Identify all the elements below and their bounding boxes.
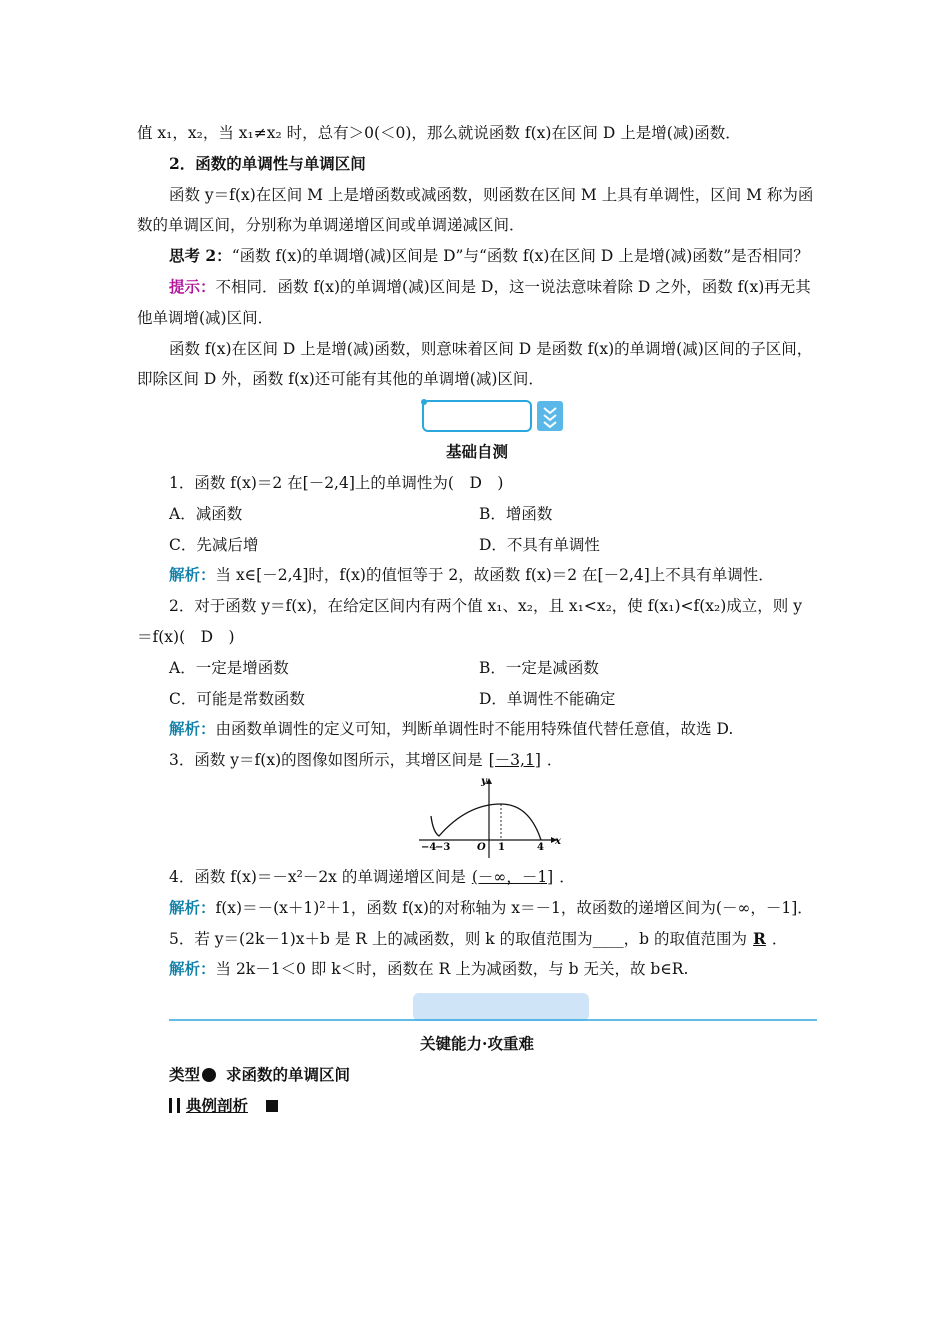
q5-stem-text: 5．若 y＝(2k－1)x＋b 是 R 上的减函数，则 k 的取值范围为 — [169, 929, 593, 948]
tick-neg3: −3 — [435, 841, 451, 853]
document-page — [137, 118, 817, 1122]
question-4-analysis — [137, 893, 817, 924]
graph-svg — [137, 776, 817, 862]
think-label: 思考 2： — [169, 246, 232, 266]
q4-answer: (－∞，－1] — [471, 867, 554, 886]
chapter-divider — [137, 985, 817, 1029]
paragraph-monotonic-def: 函数 y＝f(x)在区间 M 上是增函数或减函数，则函数在区间 M 上具有单调性，区间 M 称为函数的单调区间，分别称为单调递增区间或单调递减区间． — [137, 185, 814, 235]
question-5-analysis — [137, 954, 817, 985]
analysis-label: 解析： — [169, 719, 216, 739]
q1-option-b: B．增函数 — [479, 504, 553, 523]
chapter-title: 关键能力·攻重难 — [420, 1034, 534, 1054]
q2-option-a: A．一定是增函数 — [169, 658, 289, 677]
divider-tab — [413, 993, 589, 1021]
x-label: x — [555, 835, 561, 847]
hint-text: 不相同．函数 f(x)的单调增(减)区间是 D，这一说法意味着除 D 之外，函数 f(x)再无其他单调增(减)区间． — [137, 277, 811, 327]
section-title: 基础自测 — [445, 442, 508, 462]
type-number-icon — [202, 1068, 216, 1082]
question-1-options-cd — [137, 530, 817, 561]
square-icon — [266, 1100, 278, 1112]
q3-stem-end: ． — [546, 751, 563, 770]
q5-analysis-text: 当 2k－1＜0 即 k＜时，函数在 R 上为减函数，与 b 无关，故 b∈R. — [215, 960, 689, 979]
bar-icon — [177, 1098, 180, 1113]
section-banner — [137, 395, 817, 437]
question-1-options-ab — [137, 499, 817, 530]
q4-analysis-text: f(x)＝－(x＋1)²＋1，函数 f(x)的对称轴为 x＝－1，故函数的递增区间为(－∞，－1]． — [215, 898, 813, 917]
tick-1: 1 — [498, 841, 505, 853]
q3-stem-text: 3．函数 y＝f(x)的图像如图所示，其增区间是 — [169, 751, 483, 770]
bar-icon — [169, 1098, 172, 1113]
q5-blank: ____ — [592, 929, 624, 948]
origin-label: O — [477, 841, 486, 853]
question-2-options-ab — [137, 653, 817, 684]
q4-stem-end: ． — [559, 867, 575, 886]
question-1-stem: 1．函数 f(x)＝2 在[－2,4]上的单调性为( D ) — [169, 473, 504, 492]
question-1-analysis — [137, 560, 817, 591]
banner-dot — [421, 399, 427, 405]
hint-paragraph-2: 函数 f(x)在区间 D 上是增(减)函数，则意味着区间 D 是函数 f(x)的单调增(减)区间的子区间，即除区间 D 外，函数 f(x)还可能有其他的单调增(减)区间． — [137, 339, 813, 389]
function-graph — [137, 776, 817, 862]
definition-tail: 值 x₁，x₂，当 x₁≠x₂ 时，总有＞0(＜0)，那么就说函数 f(x)在区间 D 上是增(减)函数． — [137, 124, 741, 142]
question-2-options-cd — [137, 684, 817, 715]
question-4-stem — [137, 862, 817, 893]
y-label: y — [481, 775, 487, 787]
q1-option-d: D．不具有单调性 — [479, 535, 600, 554]
divider-graphic — [137, 985, 817, 1029]
q2-analysis-text: 由函数单调性的定义可知，判断单调性时不能用特殊值代替任意值，故选 D. — [215, 720, 734, 739]
tick-neg4: −4 — [421, 841, 437, 853]
q5-answer: R — [752, 928, 766, 948]
q1-analysis-text: 当 x∈[－2,4]时，f(x)的值恒等于 2，故函数 f(x)＝2 在[－2,4]上不具有单调性． — [215, 566, 774, 585]
example-label: 典例剖析 — [186, 1095, 249, 1115]
tick-4: 4 — [537, 841, 544, 853]
type-label: 类型 — [169, 1064, 201, 1084]
q1-option-c: C．先减后增 — [169, 535, 259, 554]
q1-option-a: A．减函数 — [169, 504, 243, 523]
subheading-monotonic-interval: 2．函数的单调性与单调区间 — [169, 153, 366, 173]
q5-stem-mid: ，b 的取值范围为 — [623, 929, 747, 948]
hint-label: 提示： — [169, 276, 216, 296]
analysis-label: 解析： — [169, 565, 216, 585]
question-3-stem — [137, 745, 817, 776]
q2-option-b: B．一定是减函数 — [479, 658, 599, 677]
question-2-stem: 2．对于函数 y＝f(x)，在给定区间内有两个值 x₁、x₂，且 x₁<x₂，使 f(x₁)<f(x₂)成立，则 y＝f(x)( D ) — [137, 597, 802, 646]
banner-frame — [423, 401, 531, 431]
q2-option-d: D．单调性不能确定 — [479, 689, 616, 708]
q2-option-c: C．可能是常数函数 — [169, 689, 305, 708]
type-heading — [137, 1060, 817, 1091]
analysis-label: 解析： — [169, 959, 216, 979]
think-text: “函数 f(x)的单调增(减)区间是 D”与“函数 f(x)在区间 D 上是增(减)函数”是否相同？ — [231, 247, 809, 266]
q4-stem-text: 4．函数 f(x)＝－x²－2x 的单调递增区间是 — [169, 867, 466, 886]
example-heading — [137, 1091, 817, 1122]
question-2-analysis — [137, 714, 817, 745]
type-title: 求函数的单调区间 — [226, 1064, 351, 1084]
analysis-label: 解析： — [169, 897, 216, 917]
function-curve — [431, 804, 541, 840]
q3-answer: [－3,1] — [488, 751, 541, 770]
question-5-stem — [137, 924, 817, 955]
hint-paragraph — [137, 272, 817, 334]
q5-stem-end: ． — [771, 929, 788, 948]
think-question — [137, 241, 817, 272]
banner-graphic — [137, 395, 817, 437]
